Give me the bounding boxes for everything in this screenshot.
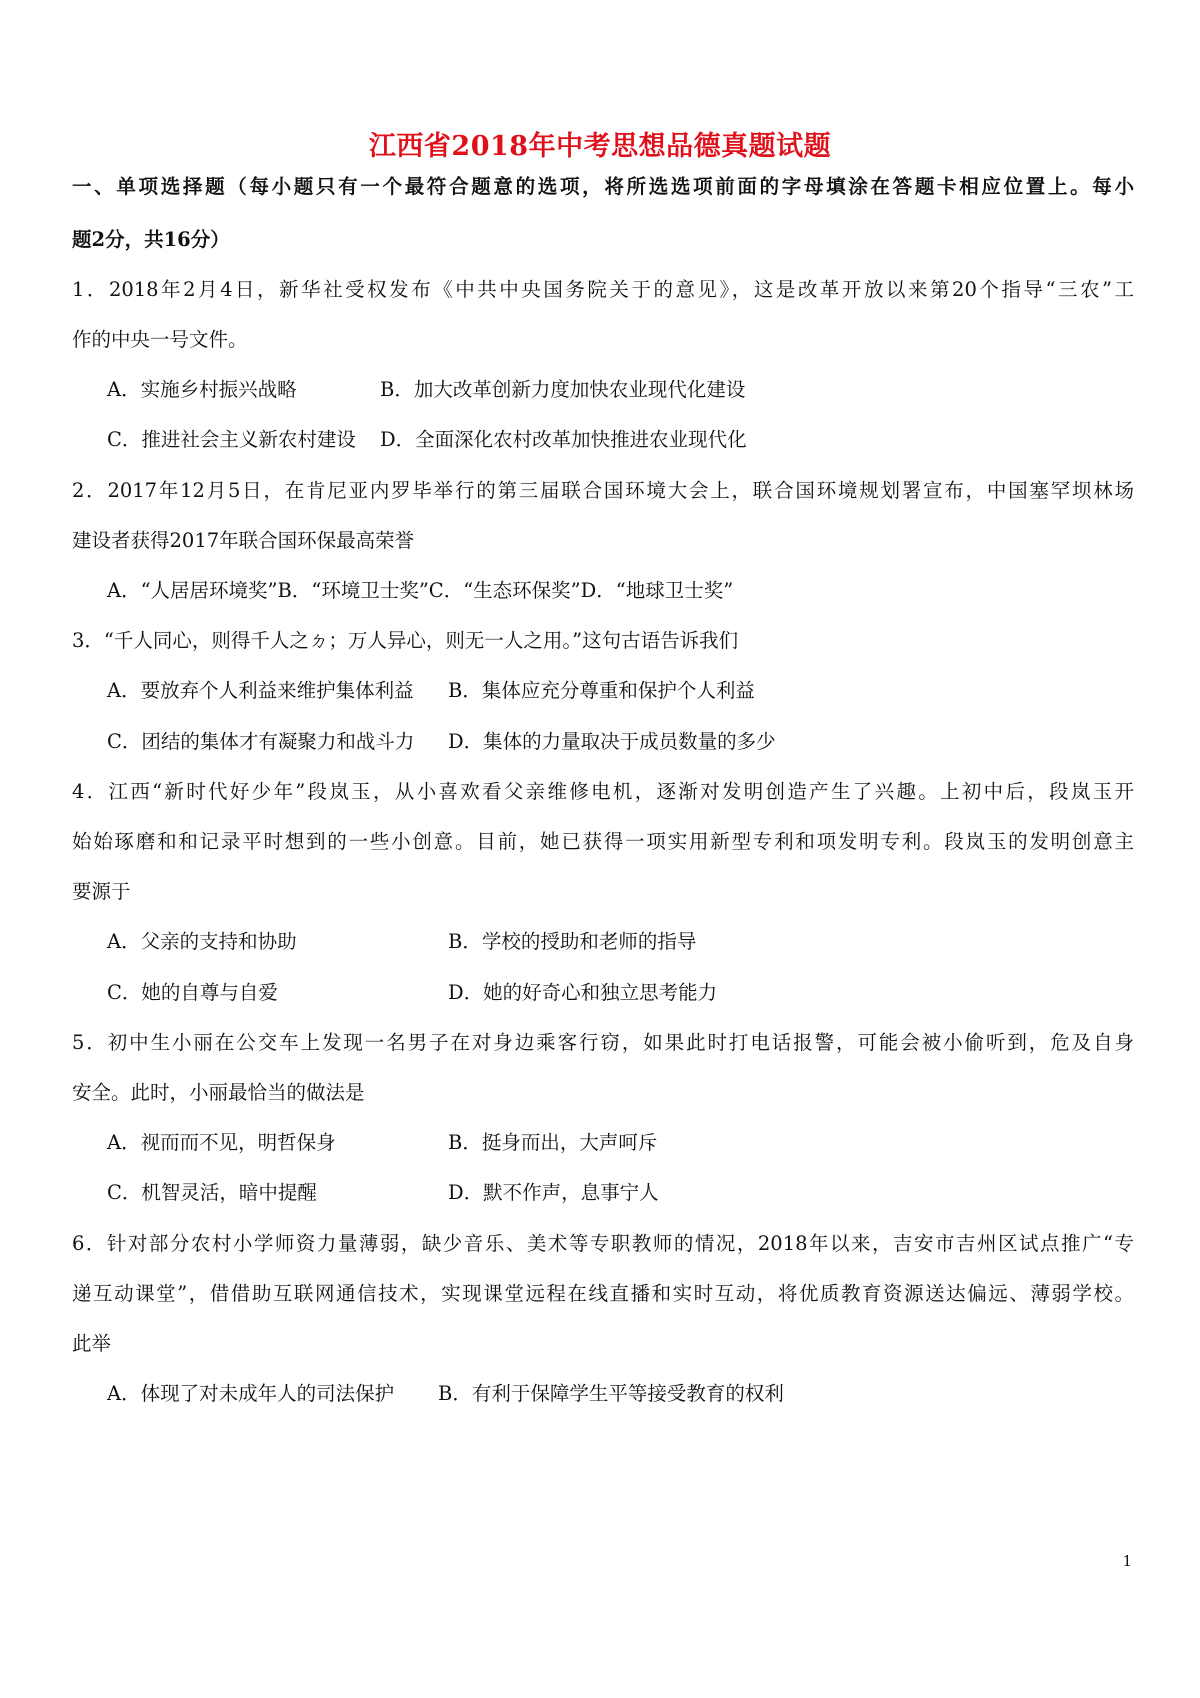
question-5-option-c: C．机智灵活，暗中提醒 [107,1181,317,1204]
question-5-option-b: B．挺身而出，大声呵斥 [448,1131,658,1154]
question-4-option-c: C．她的自尊与自爱 [107,981,278,1004]
question-1-option-b: B．加大改革创新力度加快农业现代化建设 [380,378,746,401]
question-1-option-c: C．推进社会主义新农村建设 [107,428,356,451]
question-1-stem-line-1: 1．2018年2月4日，新华社受权发布《中共中央国务院关于的意见》，这是改革开放以来第20个指导“三农”工 [72,278,1134,301]
question-4-option-d: D．她的好奇心和独立思考能力 [448,981,718,1004]
question-3-option-d: D．集体的力量取决于成员数量的多少 [448,730,776,753]
question-3-option-b: B．集体应充分尊重和保护个人利益 [448,679,755,702]
question-3-option-a: A．要放弃个人利益来维护集体利益 [107,679,414,702]
question-1-stem-line-2: 作的中央一号文件。 [72,328,248,351]
question-4-stem-line-1: 4．江西“新时代好少年”段岚玉，从小喜欢看父亲维修电机，逐渐对发明创造产生了兴趣。上初中后，段岚玉开 [72,780,1134,803]
question-1-option-a: A．实施乡村振兴战略 [107,378,297,401]
question-4-option-a: A．父亲的支持和协助 [107,930,297,953]
page-title: 江西省2018年中考思想品德真题试题 [368,131,832,162]
question-3-stem-line-1: 3．“千人同心，则得千人之ㄉ；万人异心，则无一人之用。”这句古语告诉我们 [72,629,739,652]
page-number: 1 [1122,1552,1132,1570]
question-2-stem-line-2: 建设者获得2017年联合国环保最高荣誉 [72,529,415,552]
question-3-option-c: C．团结的集体才有凝聚力和战斗力 [107,730,415,753]
question-4-option-b: B．学校的授助和老师的指导 [448,930,697,953]
question-5-option-d: D．默不作声，息事宁人 [448,1181,659,1204]
question-2-stem-line-1: 2．2017年12月5日，在肯尼亚内罗毕举行的第三届联合国环境大会上，联合国环境规划署宣布，中国塞罕坝林场 [72,479,1134,502]
question-5-stem-line-2: 安全。此时，小丽最恰当的做法是 [72,1081,365,1104]
question-5-stem-line-1: 5．初中生小丽在公交车上发现一名男子在对身边乘客行窃，如果此时打电话报警，可能会被小偷听到，危及自身 [72,1031,1134,1054]
question-5-option-a: A．视而而不见，明哲保身 [107,1131,336,1154]
question-4-stem-line-3: 要源于 [72,880,131,903]
question-2-options: A．“人居居环境奖”B．“环境卫士奖”C．“生态环保奖”D．“地球卫士奖” [107,579,734,602]
question-4-stem-line-2: 始始琢磨和和记录平时想到的一些小创意。目前，她已获得一项实用新型专利和项发明专利。段岚玉的发明创意主 [72,830,1134,853]
question-6-stem-line-3: 此举 [72,1332,112,1355]
question-6-stem-line-2: 递互动课堂”，借借助互联网通信技术，实现课堂远程在线直播和实时互动，将优质教育资源送达偏远、薄弱学校。 [72,1282,1134,1305]
section-heading-line-2: 题2分，共16分） [72,228,230,251]
question-6-option-a: A．体现了对未成年人的司法保护 [107,1382,395,1405]
question-1-option-d: D．全面深化农村改革加快推进农业现代化 [380,428,747,451]
question-6-option-b: B．有利于保障学生平等接受教育的权利 [438,1382,784,1405]
section-heading-line-1: 一、单项选择题（每小题只有一个最符合题意的选项，将所选选项前面的字母填涂在答题卡相应位置上。每小 [72,175,1134,198]
question-6-stem-line-1: 6．针对部分农村小学师资力量薄弱，缺少音乐、美术等专职教师的情况，2018年以来，吉安市吉州区试点推广“专 [72,1232,1134,1255]
